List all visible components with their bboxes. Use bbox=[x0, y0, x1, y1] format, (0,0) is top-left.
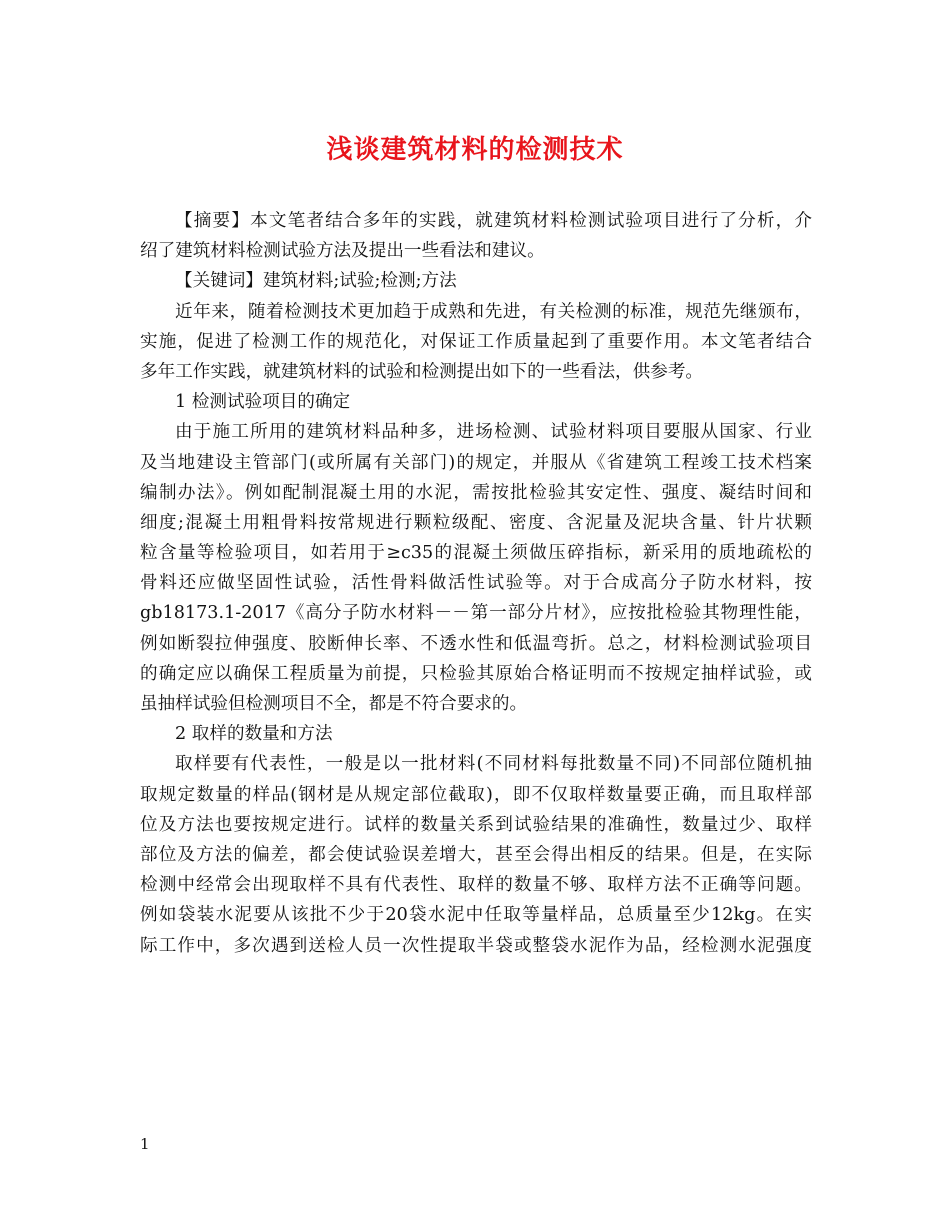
keywords-line: 【关键词】建筑材料;试验;检测;方法 bbox=[175, 271, 457, 292]
section-heading-1: 1 检测试验项目的确定 bbox=[175, 392, 351, 413]
paragraph-line: 部位及方法的偏差，都会使试验误差增大，甚至会得出相反的结果。但是，在实际 bbox=[140, 844, 812, 865]
paragraph-line: 近年来，随着检测技术更加趋于成熟和先进，有关检测的标准，规范先继颁布， bbox=[175, 301, 812, 322]
paragraph-line: 例如断裂拉伸强度、胶断伸长率、不透水性和低温弯折。总之，材料检测试验项目 bbox=[140, 633, 812, 654]
abstract-line-2: 绍了建筑材料检测试验方法及提出一些看法和建议。 bbox=[140, 241, 545, 262]
section-heading-2: 2 取样的数量和方法 bbox=[175, 724, 333, 745]
paragraph-line: 多年工作实践，就建筑材料的试验和检测提出如下的一些看法，供参考。 bbox=[140, 361, 704, 382]
document-title: 浅谈建筑材料的检测技术 bbox=[326, 135, 624, 165]
page-number: 1 bbox=[140, 1135, 150, 1153]
paragraph-line: gb18173.1-2017《高分子防水材料－－第一部分片材》，应按批检验其物理性能， bbox=[140, 603, 812, 624]
document-body bbox=[140, 206, 812, 961]
paragraph-line: 际工作中，多次遇到送检人员一次性提取半袋或整袋水泥作为品，经检测水泥强度 bbox=[140, 935, 812, 956]
paragraph-line: 的确定应以确保工程质量为前提，只检验其原始合格证明而不按规定抽样试验，或 bbox=[140, 663, 812, 684]
paragraph-line: 虽抽样试验但检测项目不全，都是不符合要求的。 bbox=[140, 694, 528, 714]
paragraph-line: 细度;混凝土用粗骨料按常规进行颗粒级配、密度、含泥量及泥块含量、针片状颗 bbox=[140, 512, 812, 533]
paragraph-line: 取规定数量的样品(钢材是从规定部位截取)，即不仅取样数量要正确，而且取样部 bbox=[140, 784, 812, 805]
paragraph-line: 取样要有代表性，一般是以一批材料(不同材料每批数量不同)不同部位随机抽 bbox=[175, 754, 812, 775]
paragraph-line: 检测中经常会出现取样不具有代表性、取样的数量不够、取样方法不正确等问题。 bbox=[140, 875, 812, 896]
paragraph-line: 由于施工所用的建筑材料品种多，进场检测、试验材料项目要服从国家、行业 bbox=[175, 422, 812, 443]
paragraph-line: 位及方法也要按规定进行。试样的数量关系到试验结果的准确性，数量过少、取样 bbox=[140, 814, 812, 835]
paragraph-line: 骨料还应做坚固性试验，活性骨料做活性试验等。对于合成高分子防水材料，按 bbox=[140, 573, 812, 594]
paragraph-line: 编制办法》。例如配制混凝土用的水泥，需按批检验其安定性、强度、凝结时间和 bbox=[140, 482, 812, 503]
paragraph-line: 实施，促进了检测工作的规范化，对保证工作质量起到了重要作用。本文笔者结合 bbox=[140, 331, 812, 352]
paragraph-line: 例如袋装水泥要从该批不少于20袋水泥中任取等量样品，总质量至少12kg。在实 bbox=[140, 905, 812, 926]
paragraph-line: 及当地建设主管部门(或所属有关部门)的规定，并服从《省建筑工程竣工技术档案 bbox=[140, 452, 812, 473]
abstract-line-1: 【摘要】本文笔者结合多年的实践，就建筑材料检测试验项目进行了分析，介 bbox=[175, 211, 812, 231]
paragraph-line: 粒含量等检验项目，如若用于≥c35的混凝土须做压碎指标，新采用的质地疏松的 bbox=[140, 543, 812, 564]
